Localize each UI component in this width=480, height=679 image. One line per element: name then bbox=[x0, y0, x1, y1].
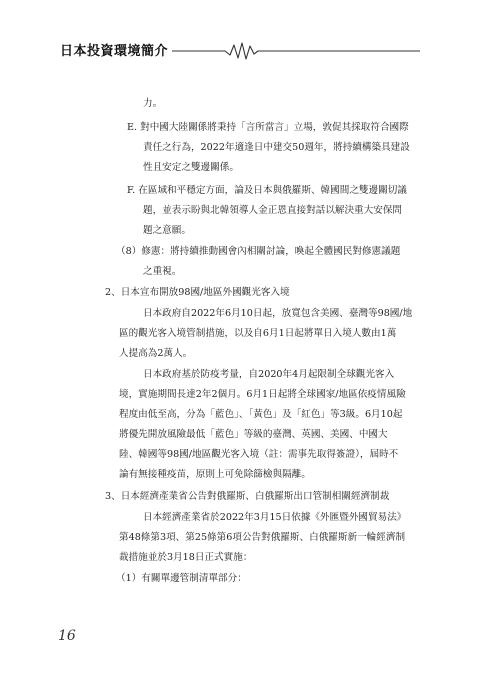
header-title: 日本投資環境簡介 bbox=[60, 40, 172, 59]
body-line: 論有無接種疫苗，原則上可免除篩檢與隔離。 bbox=[119, 469, 311, 480]
body-line: 境，實施期間長達2年2個月。6月1日起將全球國家/地區依疫情風險 bbox=[119, 389, 406, 400]
body-line: 區的觀光客入境管制措施，以及自6月1日起將單日入境人數由1萬 bbox=[119, 328, 397, 339]
body-line: 程度由低至高，分為「藍色」、「黃色」及「紅色」等3級。6月10起 bbox=[119, 409, 403, 420]
body-line: 之重視。 bbox=[143, 266, 182, 277]
body-line: 人提高為2萬人。 bbox=[119, 348, 193, 359]
page-number: 16 bbox=[58, 628, 76, 644]
section-heading: 3、日本經濟產業省公告對俄羅斯、白俄羅斯出口管制相關經濟制裁 bbox=[105, 491, 390, 502]
body-line: 日本經濟產業省於2022年3月15日依據《外匯暨外國貿易法》 bbox=[143, 512, 407, 523]
body-line: 題之意願。 bbox=[143, 225, 191, 236]
body-line: 第48條第3項、第25條第6項公告對俄羅斯、白俄羅斯新一輪經濟制 bbox=[119, 532, 406, 543]
body-line: 日本政府基於防疫考量，自2020年4月起限制全球觀光客入 bbox=[143, 369, 395, 380]
body-line: 性且安定之雙邊關係。 bbox=[143, 162, 239, 173]
body-line: 將優先開放風險最低「藍色」等級的臺灣、英國、美國、中國大 bbox=[119, 429, 388, 440]
body-line: 題，並表示盼與北韓領導人金正恩直接對話以解決重大安保問 bbox=[143, 205, 403, 216]
body-line: 責任之行為，2022年適逢日中建交50週年，將持續構築具建設 bbox=[143, 142, 410, 153]
body-line: （8）修憲：將持續推動國會內相關討論，喚起全體國民對修憲議題 bbox=[116, 246, 401, 257]
body-line: （1）有關單邊管制清單部分： bbox=[116, 573, 247, 584]
body-line: F. 在區域和平穩定方面，論及日本與俄羅斯、韓國間之雙邊關切議 bbox=[127, 185, 407, 196]
body-line: 裁措施並於3月18日正式實施： bbox=[119, 552, 253, 563]
body-line: 日本政府自2022年6月10日起，放寬包含美國、臺灣等98國/地 bbox=[143, 308, 413, 319]
body-line: 力。 bbox=[143, 98, 163, 109]
body-line: 陸、韓國等98國/地區觀光客入境（註：需事先取得簽證），屆時不 bbox=[119, 449, 399, 460]
body-line: E. 對中國大陸關係將秉持「言所當言」立場，敦促其採取符合國際 bbox=[127, 122, 409, 133]
section-heading: 2、日本宣布開放98國/地區外國觀光客入境 bbox=[105, 287, 290, 298]
